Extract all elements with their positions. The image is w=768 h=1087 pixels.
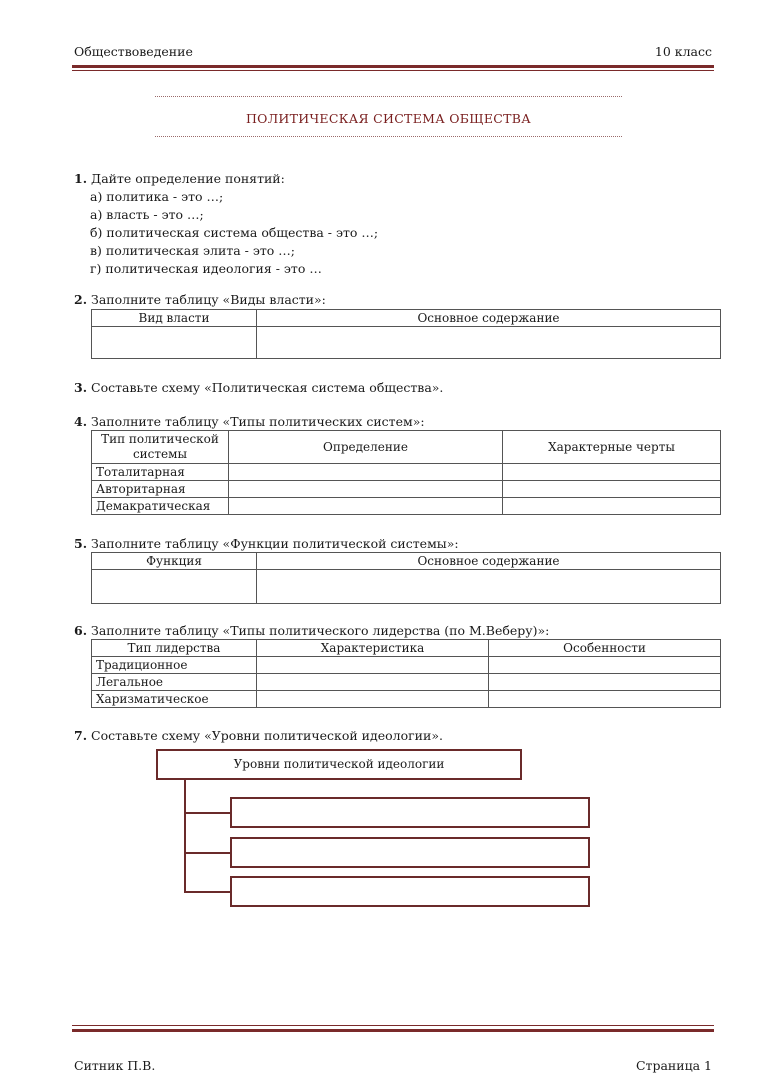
table-header: Определение	[229, 431, 503, 464]
question-5-number: 5.	[74, 536, 88, 551]
table-row-label: Демакратическая	[92, 498, 229, 515]
table-header: Основное содержание	[257, 310, 721, 327]
table-header: Особенности	[489, 640, 721, 657]
table-cell[interactable]	[229, 464, 503, 481]
table-political-systems	[91, 430, 721, 515]
question-3	[74, 379, 443, 397]
table-cell[interactable]	[229, 481, 503, 498]
header-rule-thin	[72, 70, 714, 71]
diagram-connector	[184, 812, 230, 814]
table-header: Характерные черты	[503, 431, 721, 464]
table-row-label: Тоталитарная	[92, 464, 229, 481]
question-2-text: Заполните таблицу «Виды власти»:	[87, 292, 326, 307]
diagram-level-box[interactable]	[230, 837, 590, 868]
title-bottom-divider	[155, 136, 622, 137]
question-7-text: Составьте схему «Уровни политической идеологии».	[87, 728, 443, 743]
table-row-label: Традиционное	[92, 657, 257, 674]
table-header: Функция	[92, 553, 257, 570]
header-grade: 10 класс	[654, 44, 712, 59]
question-1	[74, 170, 285, 188]
question-5	[74, 535, 459, 553]
table-cell[interactable]	[489, 674, 721, 691]
table-row-label: Легальное	[92, 674, 257, 691]
table-cell[interactable]	[503, 498, 721, 515]
question-3-text: Составьте схему «Политическая система общества».	[87, 380, 444, 395]
page-title: ПОЛИТИЧЕСКАЯ СИСТЕМА ОБЩЕСТВА	[245, 111, 532, 126]
q1-item: б) политическая система общества - это …;	[90, 225, 379, 240]
question-2-number: 2.	[74, 292, 88, 307]
table-leadership-types	[91, 639, 721, 708]
table-header: Вид власти	[92, 310, 257, 327]
question-4-number: 4.	[74, 414, 88, 429]
question-6-number: 6.	[74, 623, 88, 638]
footer-page-number: Страница 1	[635, 1058, 712, 1073]
table-cell[interactable]	[257, 691, 489, 708]
footer-author: Ситник П.В.	[74, 1058, 156, 1073]
header-subject: Обществоведение	[74, 44, 193, 59]
q1-item: а) политика - это …;	[90, 189, 224, 204]
table-row-label: Харизматическое	[92, 691, 257, 708]
table-header: Основное содержание	[257, 553, 721, 570]
q1-item: в) политическая элита - это …;	[90, 243, 295, 258]
table-cell[interactable]	[257, 570, 721, 604]
question-1-text: Дайте определение понятий:	[87, 171, 285, 186]
table-cell[interactable]	[229, 498, 503, 515]
question-4-text: Заполните таблицу «Типы политических систем»:	[87, 414, 425, 429]
footer-rule-thin	[72, 1025, 714, 1026]
table-header: Тип лидерства	[92, 640, 257, 657]
header-rule	[72, 65, 714, 68]
table-cell[interactable]	[92, 570, 257, 604]
table-cell[interactable]	[92, 327, 257, 359]
table-system-functions	[91, 552, 721, 604]
table-cell[interactable]	[503, 464, 721, 481]
diagram-connector	[184, 891, 230, 893]
table-cell[interactable]	[257, 674, 489, 691]
q1-item: г) политическая идеология - это …	[90, 261, 322, 276]
table-header: Характеристика	[257, 640, 489, 657]
question-3-number: 3.	[74, 380, 88, 395]
question-2	[74, 291, 326, 309]
table-cell[interactable]	[257, 327, 721, 359]
table-cell[interactable]	[489, 691, 721, 708]
diagram-level-box[interactable]	[230, 797, 590, 828]
question-1-number: 1.	[74, 171, 88, 186]
diagram-root-box	[156, 749, 522, 780]
table-cell[interactable]	[489, 657, 721, 674]
title-top-divider	[155, 96, 622, 97]
diagram-level-box[interactable]	[230, 876, 590, 907]
table-header: Тип политической системы	[92, 431, 229, 464]
question-4	[74, 413, 425, 431]
question-7-number: 7.	[74, 728, 88, 743]
question-7	[74, 727, 443, 745]
table-row-label: Авторитарная	[92, 481, 229, 498]
diagram-connector-vertical	[184, 780, 186, 893]
question-6	[74, 622, 549, 640]
diagram-connector	[184, 852, 230, 854]
question-6-text: Заполните таблицу «Типы политического лидерства (по М.Веберу)»:	[87, 623, 550, 638]
table-cell[interactable]	[257, 657, 489, 674]
footer-rule	[72, 1029, 714, 1032]
question-5-text: Заполните таблицу «Функции политической системы»:	[87, 536, 459, 551]
table-cell[interactable]	[503, 481, 721, 498]
table-power-types	[91, 309, 721, 359]
q1-item: а) власть - это …;	[90, 207, 204, 222]
diagram-root-label: Уровни политической идеологии	[233, 757, 445, 771]
